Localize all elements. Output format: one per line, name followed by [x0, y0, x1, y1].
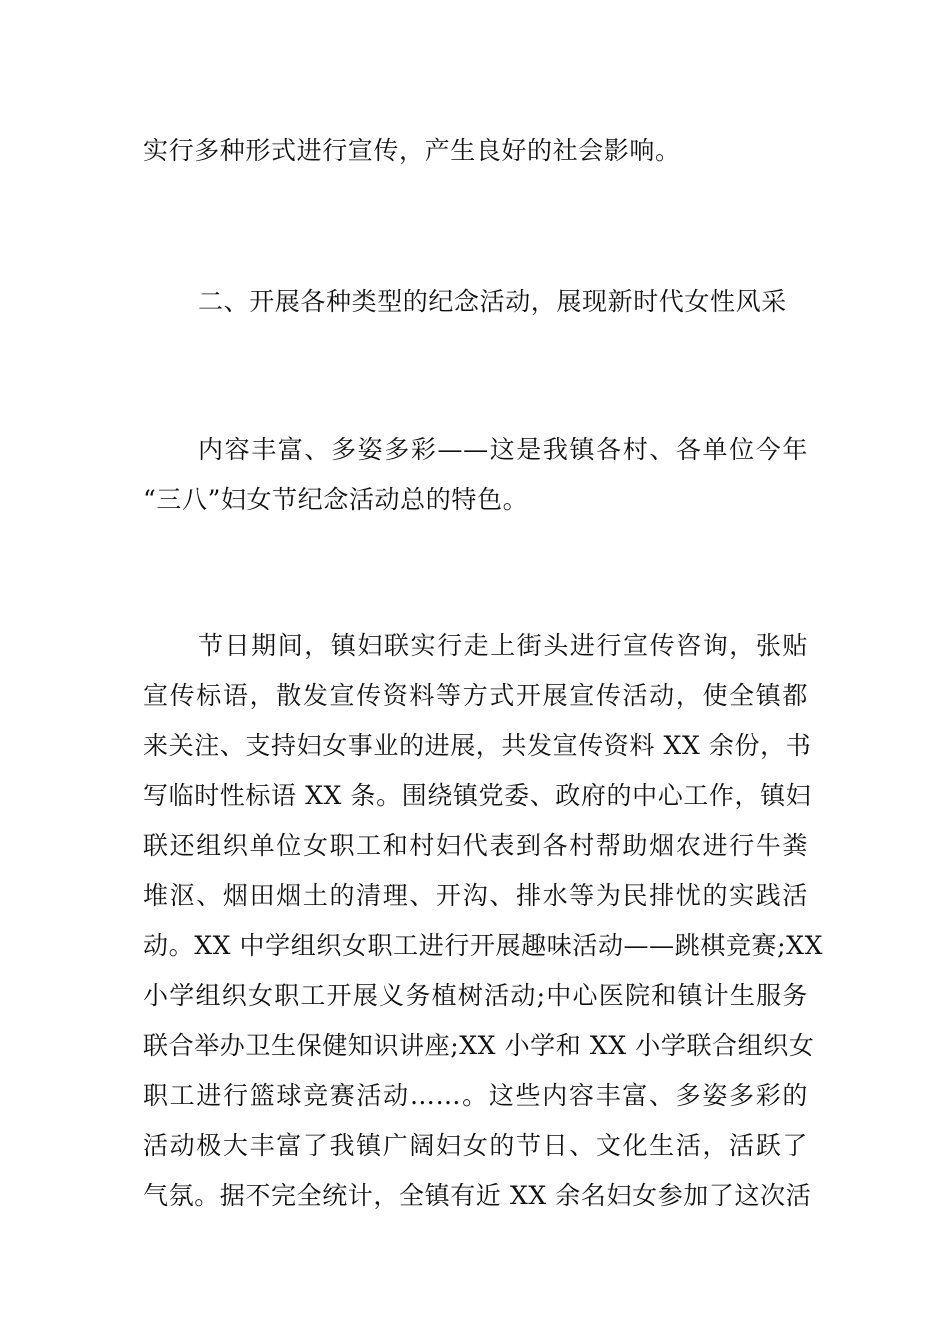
paragraph-line: 动。XX 中学组织女职工进行开展趣味活动——跳棋竞赛;XX [143, 931, 823, 960]
section-heading: 二、开展各种类型的纪念活动，展现新时代女性风采 [198, 287, 787, 316]
paragraph-line: 宣传标语，散发宣传资料等方式开展宣传活动，使全镇都 [143, 681, 808, 710]
paragraph-line: 职工进行篮球竞赛活动……。这些内容丰富、多姿多彩的 [143, 1081, 808, 1110]
paragraph-line: 内容丰富、多姿多彩——这是我镇各村、各单位今年 [198, 435, 808, 464]
paragraph-line: 写临时性标语 XX 条。围绕镇党委、政府的中心工作，镇妇 [143, 781, 812, 810]
paragraph-line: 联还组织单位女职工和村妇代表到各村帮助烟农进行牛粪 [143, 831, 808, 860]
paragraph-line: 联合举办卫生保健知识讲座;XX 小学和 XX 小学联合组织女 [143, 1031, 815, 1060]
paragraph-line: 来关注、支持妇女事业的进展，共发宣传资料 XX 余份，书 [143, 731, 812, 760]
paragraph-line: 实行多种形式进行宣传，产生良好的社会影响。 [143, 136, 681, 165]
paragraph-line: “三八”妇女节纪念活动总的特色。 [143, 485, 529, 514]
paragraph-line: 气氛。据不完全统计，全镇有近 XX 余名妇女参加了这次活 [143, 1181, 812, 1210]
paragraph-line: 堆沤、烟田烟土的清理、开沟、排水等为民排忧的实践活 [143, 881, 808, 910]
paragraph-line: 活动极大丰富了我镇广阔妇女的节日、文化生活，活跃了 [143, 1131, 808, 1160]
paragraph-line: 节日期间，镇妇联实行走上街头进行宣传咨询，张贴 [198, 631, 808, 660]
paragraph-line: 小学组织女职工开展义务植树活动;中心医院和镇计生服务 [143, 981, 808, 1010]
